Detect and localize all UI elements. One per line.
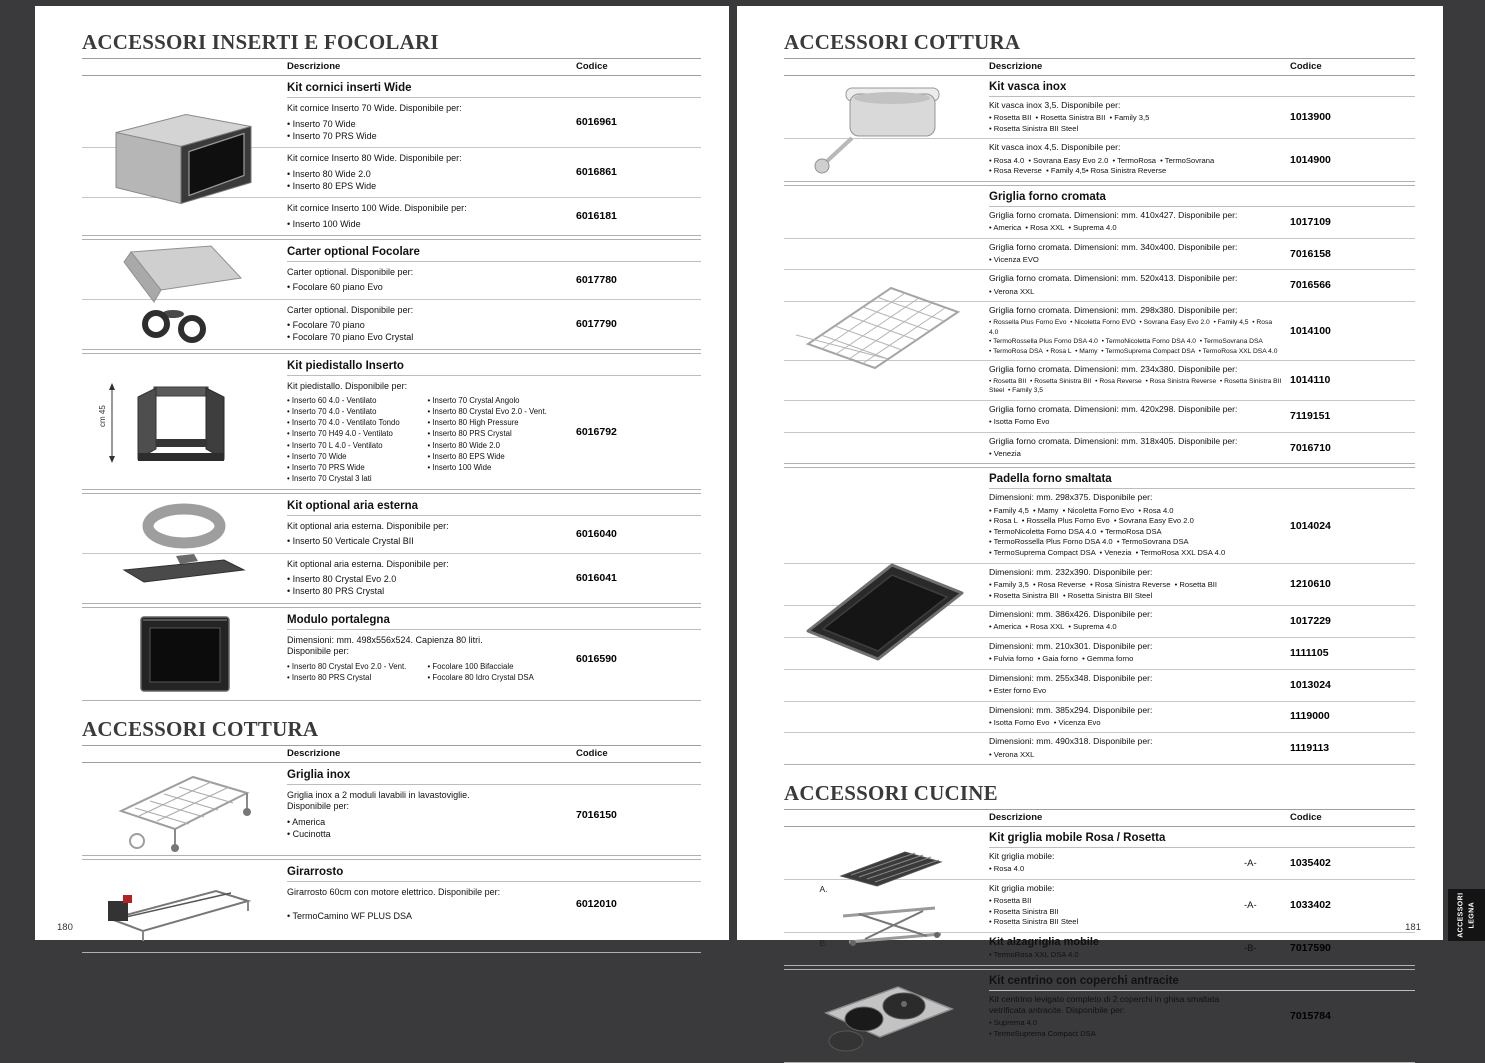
entry-options-col1: • Inserto 60 4.0 - Ventilato • Inserto 70 4.0 - Ventilato • Inserto 70 4.0 - Ventilato Tondo • Inserto 70 H49 4.0 - Ventilato • Inserto 70 L 4.0 - Ventilato • Inserto 70 Wide • Inserto 70 PRS Wide • Inserto 70 Crystal 3 lati: [287, 396, 400, 483]
entry-code: 6012010: [576, 898, 617, 911]
carter-image: [82, 244, 280, 344]
mobile-grill-b-illustration: [835, 902, 947, 948]
entry-description: Girarrosto 60cm con motore elettrico. Disponibile per:: [287, 886, 501, 897]
product-modulo-portalegna: [82, 608, 701, 700]
entry-options: • Fulvia forno • Gaia forno • Gemma forno: [989, 654, 1134, 664]
entry-code: 7016158: [1290, 247, 1331, 260]
entry-description: Griglia forno cromata. Dimensioni: mm. 234x380. Disponibile per:: [989, 363, 1238, 374]
entry-code: 7017590: [1290, 942, 1331, 955]
table-header: [82, 59, 701, 76]
entry-variant: -A-: [1244, 899, 1257, 911]
entry-options: • Ester forno Evo: [989, 685, 1047, 695]
entry-code: 1013024: [1290, 678, 1331, 691]
entry-description: Kit cornice Inserto 70 Wide. Disponibile per:: [287, 103, 462, 113]
catalog-entry: [784, 701, 1415, 733]
product-kit-griglia-mobile: [784, 827, 1415, 964]
entry-description: Kit centrino levigato completo di 2 coperchi in ghisa smaltata vetrificata antracite. Disponibile per:: [989, 993, 1220, 1015]
entry-code: 7016150: [576, 808, 617, 821]
divider: [82, 952, 701, 953]
entry-description: Dimensioni: mm. 232x390. Disponibile per:: [989, 566, 1153, 577]
section-accessori-cottura-right: [784, 30, 1415, 765]
product-name: Modulo portalegna: [287, 613, 390, 626]
entry-code: 1210610: [1290, 577, 1331, 590]
divider: [784, 1062, 1415, 1063]
entry-code: 1014100: [1290, 324, 1331, 337]
catalog-entry: [784, 400, 1415, 432]
external-air-kit-illustration: [106, 498, 256, 598]
external-air-kit-image: [82, 498, 280, 598]
enamel-pan-illustration: [796, 551, 971, 681]
entry-code: 1033402: [1290, 899, 1331, 912]
catalog-page-right: [737, 6, 1443, 1038]
section-title: ACCESSORI CUCINE: [784, 781, 1415, 810]
entry-description: Dimensioni: mm. 255x348. Disponibile per:: [989, 672, 1153, 683]
entry-options-col2: • Inserto 70 Crystal Angolo • Inserto 80 Crystal Evo 2.0 - Vent. • Inserto 80 High Pressure • Inserto 80 PRS Crystal • Inserto 80 Wide 2.0 • Inserto 80 EPS Wide • Inserto 100 Wide: [427, 396, 547, 472]
entry-options: • Rosetta BII • Rosetta Sinistra BII • Rosetta Sinistra BII Steel: [989, 896, 1079, 927]
product-kit-piedistallo-inserto: [82, 354, 701, 489]
catalog-page-left: [35, 6, 729, 940]
entry-description: Griglia forno cromata. Dimensioni: mm. 340x400. Disponibile per:: [989, 241, 1238, 252]
chrome-oven-grill-illustration: [796, 270, 971, 380]
entry-options: • America • Rosa XXL • Suprema 4.0: [989, 622, 1117, 632]
entry-description: Kit griglia mobile:: [989, 851, 1055, 862]
fireplace-insert-image: [82, 103, 280, 208]
catalog-entry: [784, 238, 1415, 270]
entry-options: • Rosetta BII • Rosetta Sinistra BII • Family 3,5 • Rosetta Sinistra BII Steel: [989, 113, 1150, 133]
product-name: Girarrosto: [287, 865, 344, 878]
entry-code: 6016792: [576, 426, 617, 439]
entry-options: • Rosa 4.0: [989, 864, 1025, 874]
entry-code: 6016861: [576, 166, 617, 179]
entry-description: Kit vasca inox 4,5. Disponibile per:: [989, 142, 1121, 153]
section-accessori-cucine: [784, 781, 1415, 1062]
entry-description: Dimensioni: mm. 210x301. Disponibile per:: [989, 640, 1153, 651]
inox-basin-illustration: [808, 78, 958, 178]
entry-description: Carter optional. Disponibile per:: [287, 266, 414, 277]
entry-code: 7016710: [1290, 441, 1331, 454]
column-header-codice: Codice: [1290, 61, 1322, 72]
entry-options: • Family 3,5 • Rosa Reverse • Rosa Sinistra Reverse • Rosetta BII • Rosetta Sinistra BII • Rosetta Sinistra BII Steel: [989, 579, 1217, 600]
section-title: ACCESSORI INSERTI E FOCOLARI: [82, 30, 701, 59]
entry-code: 1014900: [1290, 153, 1331, 166]
entry-code: 1111105: [1290, 646, 1329, 659]
wood-storage-module-illustration: [106, 612, 256, 696]
divider: [784, 764, 1415, 765]
entry-description: Dimensioni: mm. 298x375. Disponibile per:: [989, 492, 1153, 503]
product-name: Carter optional Focolare: [287, 245, 420, 258]
entry-options: • Verona XXL: [989, 286, 1035, 296]
product-kit-cornici-inserti-wide: [82, 76, 701, 235]
table-header: [784, 810, 1415, 827]
chapter-tab-label: ACCESSORI LEGNA: [1457, 892, 1476, 938]
entry-code: 6016181: [576, 210, 617, 223]
entry-description: Kit optional aria esterna. Disponibile per:: [287, 558, 449, 569]
entry-options: • TermoCamino WF PLUS DSA: [287, 911, 413, 922]
entry-options: • Verona XXL: [989, 749, 1035, 759]
column-header-codice: Codice: [576, 61, 608, 72]
rotisserie-image: [82, 861, 280, 951]
catalog-entry: [784, 732, 1415, 764]
product-kit-vasca-inox: [784, 76, 1415, 181]
product-name: Kit vasca inox: [989, 81, 1067, 93]
mobile-grill-images: [784, 844, 982, 948]
entry-description: Kit vasca inox 3,5. Disponibile per:: [989, 100, 1121, 110]
product-name: Kit cornici inserti Wide: [287, 82, 412, 94]
entry-code: 6017780: [576, 274, 617, 287]
entry-options: • Family 4,5 • Mamy • Nicoletta Forno Evo • Rosa 4.0 • Rosa L • Rossella Plus Forno Evo • Sovrana Easy Evo 2.0 • TermoNicoletta Forno DSA 4.0 • TermoRosa DSA • TermoRossella Plus Forno DSA 4.0 • TermoSovrana DSA • TermoSuprema Compact DSA • Venezia • TermoRosa XXL DSA 4.0: [989, 505, 1226, 558]
enamel-pan-image: [784, 551, 982, 681]
entry-description: Carter optional. Disponibile per:: [287, 304, 414, 315]
pedestal-kit-illustration: [96, 369, 266, 473]
entry-code: 6016590: [576, 652, 617, 665]
image-label-b: B.: [819, 937, 828, 948]
entry-subtitle: Kit alzagriglia mobile: [989, 935, 1100, 948]
column-header-codice: Codice: [1290, 812, 1322, 824]
entry-options: • Rosa 4.0 • Sovrana Easy Evo 2.0 • TermoRosa • TermoSovrana • Rosa Reverse • Family 4,5• Rosa Sinistra Reverse: [989, 155, 1215, 176]
table-header: [82, 746, 701, 763]
page-number-right: 181: [1405, 922, 1421, 933]
entry-code: 1017229: [1290, 615, 1331, 628]
entry-code: 1119000: [1290, 710, 1330, 723]
entry-description: Kit optional aria esterna. Disponibile per:: [287, 520, 449, 531]
image-label-a: A.: [819, 883, 828, 894]
entry-options: • Focolare 60 piano Evo: [287, 282, 383, 293]
entry-options: • Inserto 50 Verticale Crystal BII: [287, 536, 414, 547]
entry-code: 7015784: [1290, 1010, 1331, 1023]
product-griglia-forno-cromata: [784, 186, 1415, 464]
product-carter-optional-focolare: [82, 240, 701, 349]
section-accessori-cottura-left: [82, 717, 701, 953]
entry-description: Griglia forno cromata. Dimensioni: mm. 298x380. Disponibile per:: [989, 305, 1238, 316]
dimension-label: cm 45: [98, 405, 107, 428]
page-number-left: 180: [57, 922, 73, 933]
product-kit-centrino-coperchi: [784, 970, 1415, 1062]
column-header-descrizione: Descrizione: [287, 61, 341, 72]
anthracite-lids-image: [784, 973, 982, 1059]
entry-options: • Inserto 80 Wide 2.0 • Inserto 80 EPS Wide: [287, 168, 377, 191]
inox-basin-image: [784, 78, 982, 178]
entry-code: 1014110: [1290, 373, 1331, 386]
entry-description: Dimensioni: mm. 386x426. Disponibile per:: [989, 609, 1153, 620]
entry-description: Griglia inox a 2 moduli lavabili in lavastoviglie. Disponibile per:: [287, 789, 470, 812]
entry-options: • Focolare 70 piano • Focolare 70 piano Evo Crystal: [287, 320, 414, 343]
entry-options-col1: • Inserto 80 Crystal Evo 2.0 - Vent. • Inserto 80 PRS Crystal: [287, 661, 407, 682]
product-name: Kit griglia mobile Rosa / Rosetta: [989, 832, 1166, 845]
entry-options-col2: • Focolare 100 Bifacciale • Focolare 80 Idro Crystal DSA: [427, 661, 534, 682]
entry-description: Dimensioni: mm. 498x556x524. Capienza 80 litri. Disponibile per:: [287, 634, 483, 657]
mobile-grill-a-illustration: [835, 844, 947, 894]
entry-code: 6016961: [576, 116, 617, 129]
entry-options: • Isotta Forno Evo • Vicenza Evo: [989, 717, 1101, 727]
product-kit-optional-aria-esterna: [82, 494, 701, 603]
column-header-codice: Codice: [576, 747, 608, 759]
product-girarrosto: [82, 860, 701, 952]
entry-code: 1014024: [1290, 519, 1331, 532]
product-name: Griglia inox: [287, 768, 351, 781]
chrome-oven-grill-image: [784, 270, 982, 380]
catalog-entry: [784, 432, 1415, 464]
entry-variant: -A-: [1244, 857, 1257, 869]
section-title: ACCESSORI COTTURA: [82, 717, 701, 746]
entry-code: 1013900: [1290, 111, 1331, 124]
entry-options: • Rossella Plus Forno Evo • Nicoletta Forno EVO • Sovrana Easy Evo 2.0 • Family 4,5 • Rosa 4.0 • TermoRossella Plus Forno DSA 4.0 • TermoNicoletta Forno DSA 4.0 • TermoSovrana DSA • TermoRosa DSA • Rosa L • Mamy • TermoSuprema Compact DSA • TermoRosa XXL DSA 4.0: [989, 319, 1278, 355]
entry-options: • Suprema 4.0 • TermoSuprema Compact DSA: [989, 1017, 1096, 1038]
entry-description: Griglia forno cromata. Dimensioni: mm. 410x427. Disponibile per:: [989, 209, 1238, 220]
product-name: Griglia forno cromata: [989, 190, 1106, 203]
entry-description: Dimensioni: mm. 490x318. Disponibile per:: [989, 736, 1153, 747]
entry-description: Dimensioni: mm. 385x294. Disponibile per:: [989, 704, 1153, 715]
product-name: Kit optional aria esterna: [287, 499, 419, 512]
entry-options: • Venezia: [989, 448, 1021, 458]
entry-description: Griglia forno cromata. Dimensioni: mm. 520x413. Disponibile per:: [989, 273, 1238, 284]
chapter-tab-accessori-legna: [1448, 889, 1485, 941]
column-header-descrizione: Descrizione: [989, 61, 1043, 72]
entry-description: Kit griglia mobile:: [989, 882, 1055, 893]
entry-options: • TermoRosa XXL DSA 4.0: [989, 949, 1079, 959]
entry-options: • Inserto 100 Wide: [287, 218, 361, 229]
entry-code: 6016041: [576, 572, 617, 585]
entry-options: • Inserto 70 Wide • Inserto 70 PRS Wide: [287, 118, 377, 141]
pedestal-kit-image: [82, 369, 280, 473]
product-name: Kit piedistallo Inserto: [287, 359, 404, 372]
catalog-entry: [784, 207, 1415, 238]
entry-description: Kit cornice Inserto 80 Wide. Disponibile per:: [287, 152, 462, 163]
product-name: Kit centrino con coperchi antracite: [989, 974, 1179, 987]
table-header: [784, 59, 1415, 76]
entry-code: 6017790: [576, 318, 617, 331]
inox-grill-image: [82, 763, 280, 855]
carter-illustration: [106, 244, 256, 344]
entry-code: 7119151: [1290, 409, 1331, 422]
column-header-descrizione: Descrizione: [989, 812, 1043, 824]
entry-code: 1119113: [1290, 742, 1330, 755]
wood-storage-module-image: [82, 612, 280, 696]
product-padella-forno-smaltata: [784, 468, 1415, 764]
entry-code: 1017109: [1290, 215, 1331, 228]
entry-options: • Isotta Forno Evo: [989, 417, 1050, 426]
product-name: Padella forno smaltata: [989, 473, 1112, 486]
entry-description: Kit cornice Inserto 100 Wide. Disponibile per:: [287, 202, 467, 213]
entry-description: Kit piedistallo. Disponibile per:: [287, 380, 408, 391]
entry-description: Griglia forno cromata. Dimensioni: mm. 318x405. Disponibile per:: [989, 435, 1238, 446]
column-header-descrizione: Descrizione: [287, 747, 341, 759]
anthracite-lids-illustration: [808, 973, 958, 1059]
section-title: ACCESSORI COTTURA: [784, 30, 1415, 59]
entry-options: • Vicenza EVO: [989, 254, 1039, 264]
entry-options: • America • Rosa XXL • Suprema 4.0: [989, 223, 1117, 233]
entry-variant: -B-: [1244, 942, 1257, 954]
entry-code: 6016040: [576, 528, 617, 541]
entry-options: • Inserto 80 Crystal Evo 2.0 • Inserto 80 PRS Crystal: [287, 574, 397, 597]
fireplace-insert-illustration: [101, 103, 261, 208]
divider: [82, 700, 701, 701]
product-griglia-inox: [82, 763, 701, 855]
rotisserie-illustration: [96, 861, 266, 951]
inox-grill-illustration: [101, 763, 261, 855]
entry-options: • America • Cucinotta: [287, 816, 331, 840]
section-accessori-inserti-e-focolari: [82, 30, 701, 701]
entry-options: • Rosetta BII • Rosetta Sinistra BII • Rosa Reverse • Rosa Sinistra Reverse • Rosetta Sinistra BII Steel • Family 3,5: [989, 378, 1284, 395]
entry-code: 1035402: [1290, 857, 1331, 870]
entry-code: 7016566: [1290, 279, 1331, 292]
entry-description: Griglia forno cromata. Dimensioni: mm. 420x298. Disponibile per:: [989, 403, 1238, 414]
